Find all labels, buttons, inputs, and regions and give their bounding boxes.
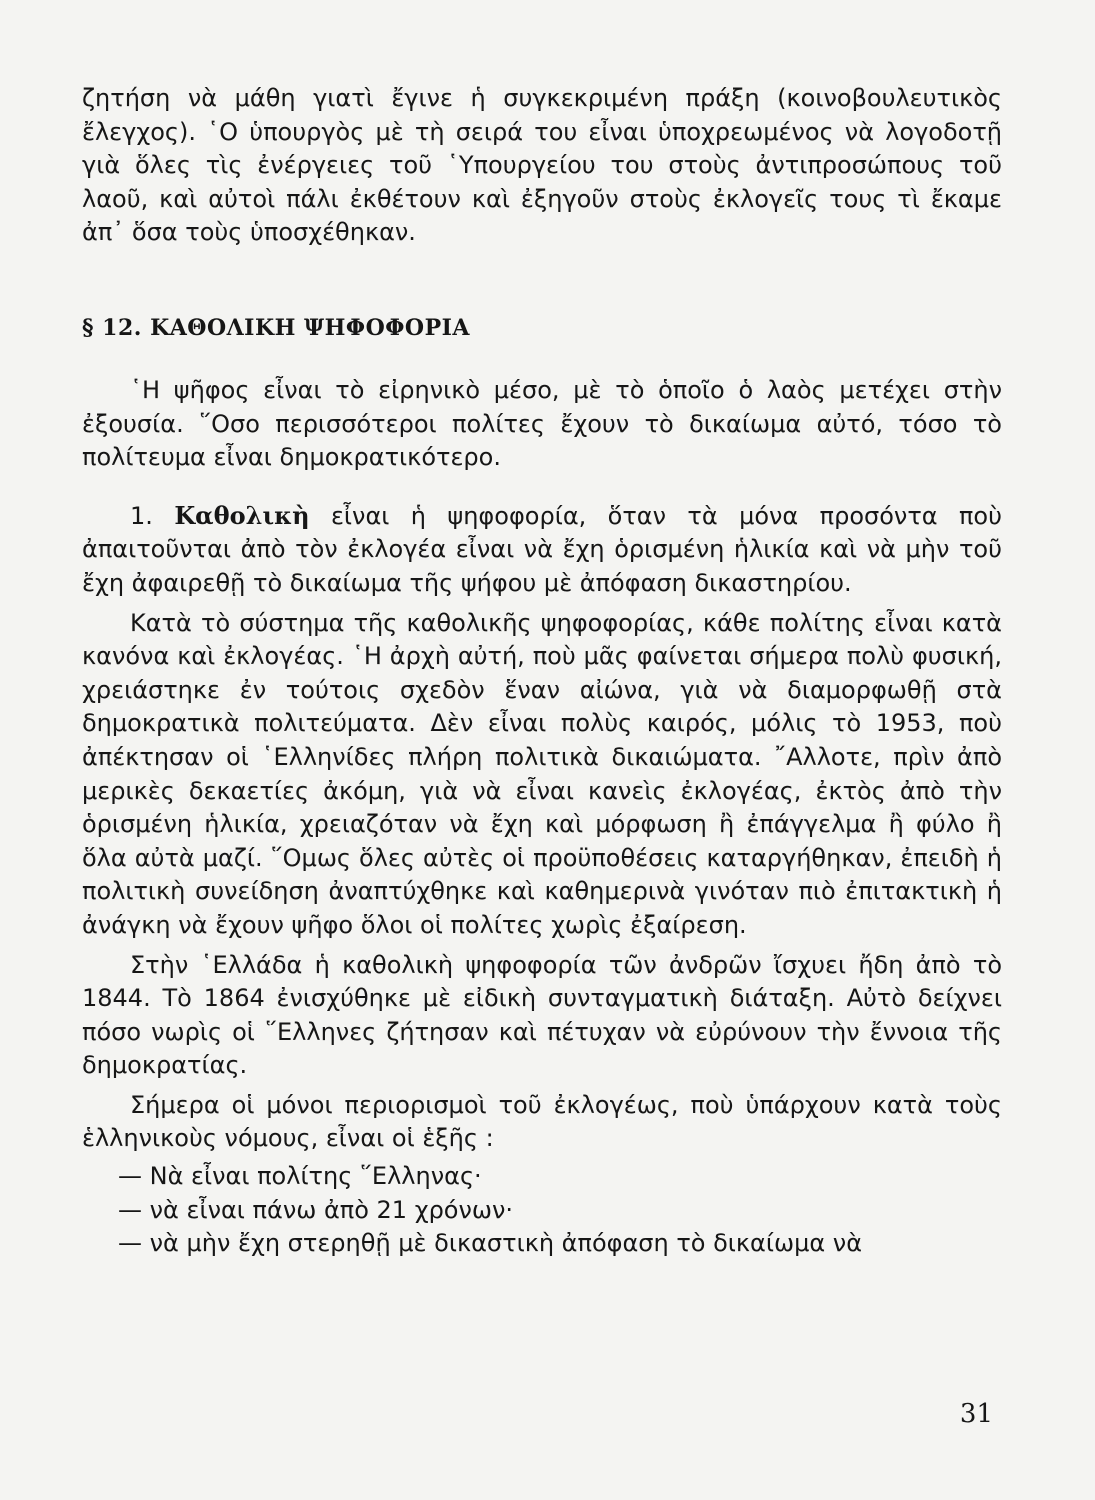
top-paragraph: ζητήση νὰ μάθη γιατὶ ἔγινε ἡ συγκεκριμένη πράξη (κοινοβουλευτικὸς ἔλεγχος). ῾Ο ὑπουργὸς μὲ τὴ σειρά του εἶναι ὑποχρεωμένος νὰ λογοδοτῇ γιὰ ὅλες τὶς ἐνέργειες τοῦ ῾Υπουργείου του στοὺς ἀντιπροσώπους τοῦ λαοῦ, καὶ αὐτοὶ πάλι ἐκθέτουν καὶ ἐξηγοῦν στοὺς ἐκλογεῖς τους τὶ ἔκαμε ἀπ᾽ ὅσα τοὺς ὑποσχέθηκαν.: [82, 84, 1002, 247]
item-1-number: 1.: [130, 501, 153, 530]
today-paragraph: Σήμερα οἱ μόνοι περιορισμοὶ τοῦ ἐκλογέως, ποὺ ὑπάρχουν κατὰ τοὺς ἑλληνικοὺς νόμους, εἶναι οἱ ἑξῆς :: [82, 1090, 1002, 1153]
intro-paragraph: ῾Η ψῆφος εἶναι τὸ εἰρηνικὸ μέσο, μὲ τὸ ὁποῖο ὁ λαὸς μετέχει στὴν ἐξουσία. ῞Οσο περισσότεροι πολίτες ἔχουν τὸ δικαίωμα αὐτό, τόσο τὸ πολίτευμα εἶναι δημοκρατικότερο.: [82, 376, 1002, 472]
list-item: — νὰ μὴν ἔχη στερηθῇ μὲ δικαστικὴ ἀπόφαση τὸ δικαίωμα νὰ: [118, 1229, 863, 1258]
item-1-term: Καθολικὴ: [174, 500, 310, 530]
list-item: — νὰ εἶναι πάνω ἀπὸ 21 χρόνων·: [118, 1195, 514, 1224]
top-paragraph-block: [82, 82, 1002, 250]
section-body: [82, 374, 1002, 1261]
item-1-paragraph: [82, 499, 1002, 601]
list-item: — Νὰ εἶναι πολίτης ῞Ελληνας·: [118, 1162, 482, 1191]
system-paragraph: Κατὰ τὸ σύστημα τῆς καθολικῆς ψηφοφορίας, κάθε πολίτης εἶναι κατὰ κανόνα καὶ ἐκλογέας. ῾Η ἀρχὴ αὐτή, ποὺ μᾶς φαίνεται σήμερα πολὺ φυσική, χρειάστηκε ἐν τούτοις σχεδὸν ἕναν αἰώνα, γιὰ νὰ διαμορφωθῇ στὰ δημοκρατικὰ πολιτεύματα. Δὲν εἶναι πολὺς καιρός, μόλις τὸ 1953, ποὺ ἀπέκτησαν οἱ ῾Ελληνίδες πλήρη πολιτικὰ δικαιώματα. ῎Αλλοτε, πρὶν ἀπὸ μερικὲς δεκαετίες ἀκόμη, γιὰ νὰ εἶναι κανεὶς ἐκλογέας, ἐκτὸς ἀπὸ τὴν ὁρισμένη ἡλικία, χρειαζόταν νὰ ἔχη καὶ μόρφωση ἢ ἐπάγγελμα ἢ φύλο ἢ ὅλα αὐτὰ μαζί. ῞Ομως ὅλες αὐτὲς οἱ προϋποθέσεις καταργήθηκαν, ἐπειδὴ ἡ πολιτικὴ συνείδηση ἀναπτύχθηκε καὶ καθημερινὰ γινόταν πιὸ ἐπιτακτικὴ ἡ ἀνάγκη νὰ ἔχουν ψῆφο ὅλοι οἱ πολίτες χωρὶς ἐξαίρεση.: [82, 608, 1002, 939]
item-1-text: εἶναι ἡ ψηφοφορία, ὅταν τὰ μόνα προσόντα ποὺ ἀπαιτοῦνται ἀπὸ τὸν ἐκλογέα εἶναι νὰ ἔχη ὁρισμένη ἡλικία καὶ νὰ μὴν τοῦ ἔχη ἀφαιρεθῇ τὸ δικαίωμα τῆς ψήφου μὲ ἀπόφαση δικαστηρίου.: [82, 501, 1002, 597]
page-number: 31: [959, 1399, 993, 1429]
greece-paragraph: Στὴν ῾Ελλάδα ἡ καθολικὴ ψηφοφορία τῶν ἀνδρῶν ἴσχυει ἤδη ἀπὸ τὸ 1844. Τὸ 1864 ἐνισχύθηκε μὲ εἰδικὴ συνταγματικὴ διάταξη. Αὐτὸ δείχνει πόσο νωρὶς οἱ ῞Ελληνες ζήτησαν καὶ πέτυχαν νὰ εὐρύνουν τὴν ἔννοια τῆς δημοκρατίας.: [82, 950, 1002, 1080]
conditions-list: [82, 1160, 1002, 1261]
section-heading: § 12. ΚΑΘΟΛΙΚΗ ΨΗΦΟΦΟΡΙΑ: [82, 315, 470, 341]
